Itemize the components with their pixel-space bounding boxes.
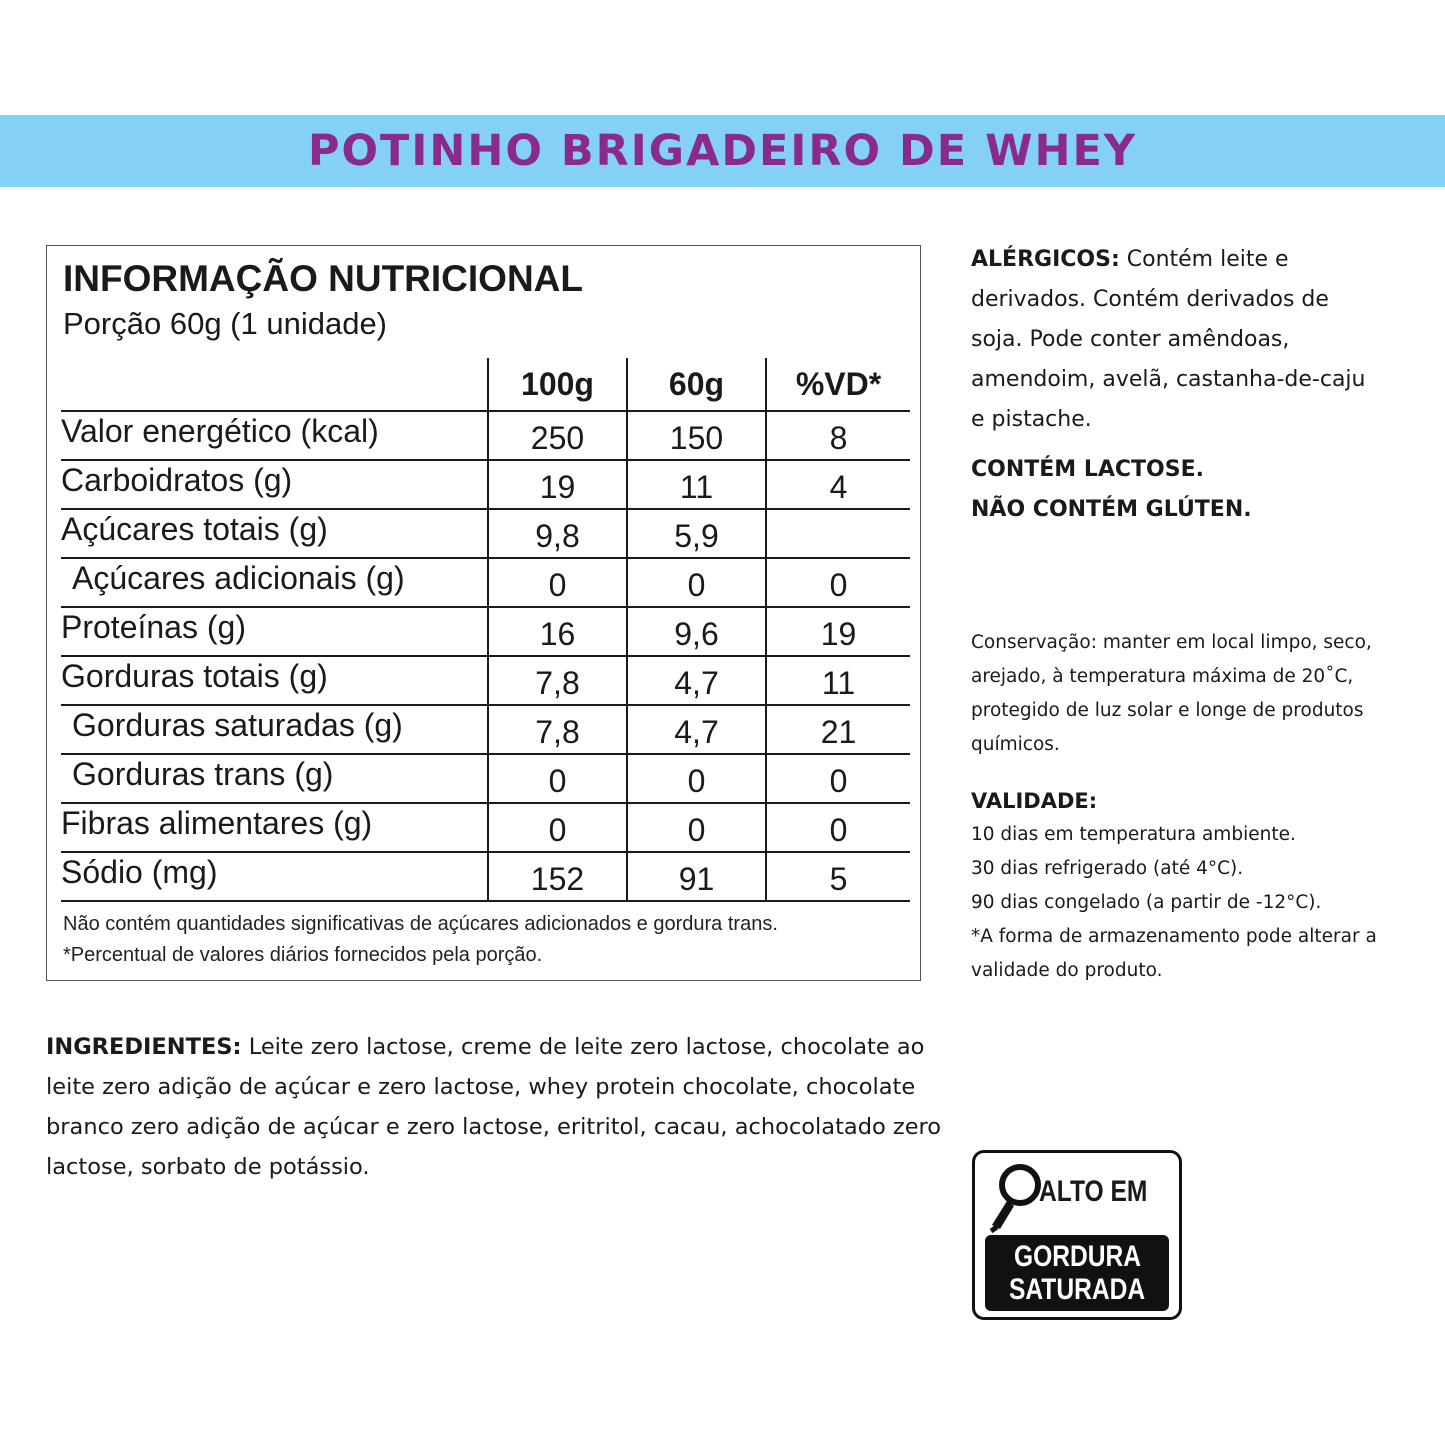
table-row	[61, 411, 910, 460]
value-vd: 0	[766, 558, 910, 607]
value-portion: 11	[627, 460, 766, 509]
validity-note: *A forma de armazenamento pode alterar a validade do produto.	[971, 926, 1377, 981]
value-portion: 4,7	[627, 656, 766, 705]
high-saturated-fat-warning-seal	[972, 1150, 1182, 1320]
allergens-text: Contém leite e derivados. Contém derivados de soja. Pode conter amêndoas, amendoim, avelã, castanha-de-caju e pistache.	[971, 247, 1366, 432]
nutrition-header-row	[61, 358, 910, 411]
magnifier-icon	[985, 1161, 1047, 1235]
nutrition-facts-panel	[46, 245, 921, 981]
validity-heading: VALIDADE:	[971, 789, 1098, 813]
validity-line: 30 dias refrigerado (até 4°C).	[971, 858, 1244, 879]
value-100g: 19	[488, 460, 627, 509]
value-vd: 5	[766, 852, 910, 901]
table-row	[61, 460, 910, 509]
value-portion: 150	[627, 411, 766, 460]
value-portion: 0	[627, 754, 766, 803]
value-vd: 0	[766, 754, 910, 803]
value-100g: 0	[488, 558, 627, 607]
value-100g: 16	[488, 607, 627, 656]
validity-section	[971, 784, 1391, 988]
table-row	[61, 558, 910, 607]
value-100g: 250	[488, 411, 627, 460]
nutrition-title: INFORMAÇÃO NUTRICIONAL	[63, 258, 584, 299]
table-row	[61, 509, 910, 558]
product-title: POTINHO BRIGADEIRO DE WHEY	[307, 126, 1138, 176]
value-vd: 4	[766, 460, 910, 509]
value-vd: 21	[766, 705, 910, 754]
nutrient-label: Carboidratos (g)	[61, 460, 488, 509]
nutrient-label: Sódio (mg)	[61, 852, 488, 901]
nutrient-label: Açúcares adicionais (g)	[61, 558, 488, 607]
table-row	[61, 754, 910, 803]
validity-line: 90 dias congelado (a partir de -12°C).	[971, 892, 1322, 913]
nutrient-label: Açúcares totais (g)	[61, 509, 488, 558]
storage-instructions: Conservação: manter em local limpo, seco, arejado, à temperatura máxima de 20˚C, protegido de luz solar e longe de produtos químicos.	[971, 632, 1372, 755]
table-row	[61, 803, 910, 852]
portion-size: Porção 60g (1 unidade)	[63, 306, 388, 341]
value-portion: 0	[627, 803, 766, 852]
value-100g: 0	[488, 803, 627, 852]
column-header-100g: 100g	[488, 358, 627, 411]
value-vd: 11	[766, 656, 910, 705]
value-100g: 0	[488, 754, 627, 803]
nutrient-label: Gorduras trans (g)	[61, 754, 488, 803]
column-header-vd: %VD*	[766, 358, 910, 411]
footnote-significant: Não contém quantidades significativas de açúcares adicionados e gordura trans.	[63, 913, 778, 935]
value-100g: 152	[488, 852, 627, 901]
seal-top-text: ALTO EM	[1039, 1175, 1148, 1208]
value-portion: 5,9	[627, 509, 766, 558]
table-row	[61, 705, 910, 754]
table-row	[61, 656, 910, 705]
column-header-portion: 60g	[627, 358, 766, 411]
ingredients-label: INGREDIENTES:	[46, 1034, 242, 1060]
nutrient-label: Gorduras saturadas (g)	[61, 705, 488, 754]
value-vd	[766, 509, 910, 558]
ingredients-section	[46, 1027, 946, 1187]
value-100g: 9,8	[488, 509, 627, 558]
value-portion: 91	[627, 852, 766, 901]
seal-line-2: SATURADA	[1008, 1273, 1146, 1306]
allergens-label: ALÉRGICOS:	[971, 247, 1120, 272]
title-banner	[0, 115, 1445, 187]
ingredients-text: Leite zero lactose, creme de leite zero lactose, chocolate ao leite zero adição de açúcar e zero lactose, whey protein chocolate, chocolate branco zero adição de açúcar e zero lactose, eritritol, cacau, achocolatado zero lactose, sorbato de potássio.	[46, 1034, 942, 1180]
value-100g: 7,8	[488, 656, 627, 705]
footnote-daily-values: *Percentual de valores diários fornecidos pela porção.	[63, 944, 543, 966]
value-vd: 19	[766, 607, 910, 656]
nutrient-label: Valor energético (kcal)	[61, 411, 488, 460]
table-row	[61, 607, 910, 656]
value-100g: 7,8	[488, 705, 627, 754]
allergens-section	[971, 240, 1371, 440]
seal-line-1: GORDURA	[1013, 1240, 1141, 1273]
table-row	[61, 852, 910, 901]
value-vd: 8	[766, 411, 910, 460]
value-vd: 0	[766, 803, 910, 852]
lactose-gluten-notice	[971, 450, 1252, 530]
lactose-line: CONTÉM LACTOSE.	[971, 457, 1204, 482]
nutrient-label: Gorduras totais (g)	[61, 656, 488, 705]
gluten-line: NÃO CONTÉM GLÚTEN.	[971, 497, 1252, 522]
nutrition-table	[61, 358, 910, 902]
validity-line: 10 dias em temperatura ambiente.	[971, 824, 1296, 845]
seal-bottom-band	[985, 1235, 1169, 1311]
nutrient-label: Proteínas (g)	[61, 607, 488, 656]
nutrient-label: Fibras alimentares (g)	[61, 803, 488, 852]
value-portion: 9,6	[627, 607, 766, 656]
value-portion: 0	[627, 558, 766, 607]
value-portion: 4,7	[627, 705, 766, 754]
header-blank	[61, 358, 488, 411]
